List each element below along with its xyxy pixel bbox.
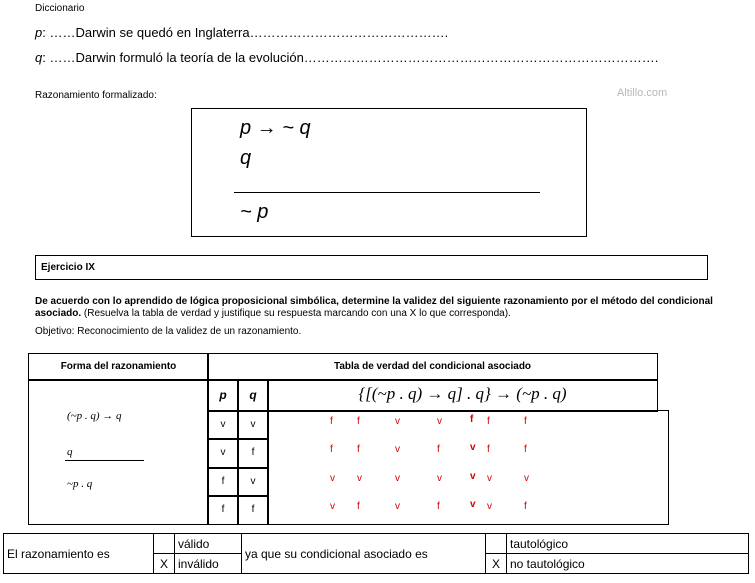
p-text: : ……Darwin se quedó en Inglaterra………………………………………. xyxy=(42,25,449,40)
truth-value-r1-c7: f xyxy=(524,416,527,427)
var-q-header: q xyxy=(237,379,269,412)
col-form-header: Forma del razonamiento xyxy=(28,353,209,381)
conclusion-table xyxy=(3,533,749,574)
option-invalid: inválido xyxy=(175,554,242,574)
instructions xyxy=(35,296,743,320)
inference-line xyxy=(234,192,540,193)
premise-2: q xyxy=(240,147,252,169)
truth-value-r1-c1: f xyxy=(330,416,333,427)
definition-q xyxy=(35,50,658,65)
truth-value-r1-c6: f xyxy=(487,416,490,427)
form-conclusion: ~p . q xyxy=(67,478,93,490)
truth-value-r2-c7: f xyxy=(524,444,527,456)
cell-q-row-1: v xyxy=(237,410,269,440)
mark-not-taut-checkbox[interactable]: X xyxy=(486,554,507,574)
cell-q-row-2: f xyxy=(237,438,269,468)
lead-text: El razonamiento es xyxy=(4,534,154,574)
form-line xyxy=(65,460,144,461)
cell-p-row-1: v xyxy=(207,410,239,440)
truth-value-r4-c3: v xyxy=(395,500,400,512)
premise-1: p → ~ q xyxy=(240,117,311,139)
form-premise-1: (~p . q) → q xyxy=(67,410,122,422)
truth-value-r4-c6: v xyxy=(487,500,492,512)
mark-valid-checkbox[interactable] xyxy=(154,534,175,554)
truth-value-r4-c4: f xyxy=(437,500,440,512)
var-p-header: p xyxy=(207,379,239,412)
section-title: Diccionario xyxy=(35,3,85,14)
form-premise-2: q xyxy=(67,446,73,458)
truth-value-r2-c2: f xyxy=(357,444,360,456)
truth-value-r3-c4: v xyxy=(437,472,442,484)
truth-value-r1-c4: v xyxy=(437,416,442,427)
mark-invalid-checkbox[interactable]: X xyxy=(154,554,175,574)
mark-taut-checkbox[interactable] xyxy=(486,534,507,554)
truth-value-r4-c7: f xyxy=(524,500,527,512)
truth-value-r3-c3: v xyxy=(395,472,400,484)
cell-q-row-4: f xyxy=(237,495,269,525)
exercise-title: Ejercicio IX xyxy=(41,262,95,273)
truth-value-r1-c3: v xyxy=(395,416,400,427)
formal-title: Razonamiento formalizado: xyxy=(35,90,157,101)
objective: Objetivo: Reconocimiento de la validez de un razonamiento. xyxy=(35,326,302,337)
q-label: q xyxy=(35,50,43,65)
truth-value-r2-c1: f xyxy=(330,444,333,456)
watermark: Altillo.com xyxy=(617,87,668,99)
values-region xyxy=(267,410,669,525)
conclusion: ~ p xyxy=(240,201,269,223)
form-column xyxy=(28,379,209,525)
truth-value-r3-c6: v xyxy=(487,472,492,484)
middle-text: ya que su condicional asociado es xyxy=(242,534,486,574)
col-table-header: Tabla de verdad del condicional asociado xyxy=(207,353,658,381)
cell-q-row-3: v xyxy=(237,467,269,497)
option-valid: válido xyxy=(175,534,242,554)
instruction-bold: De acuerdo con lo aprendido de lógica proposicional simbólica, determine la validez del siguiente razonamiento por el método del condicional asociado. xyxy=(35,296,713,319)
cell-p-row-4: f xyxy=(207,495,239,525)
truth-value-r1-c2: f xyxy=(357,416,360,427)
cell-p-row-2: v xyxy=(207,438,239,468)
p-label: p xyxy=(35,25,43,40)
truth-value-r3-c1: v xyxy=(330,472,335,484)
definition-p xyxy=(35,25,448,40)
truth-value-r4-c1: v xyxy=(330,500,335,512)
instruction-normal: (Resuelva la tabla de verdad y justifique su respuesta marcando con una X lo que corresponda). xyxy=(81,308,511,319)
exercise-title-box xyxy=(35,255,708,280)
q-text: : ……Darwin formuló la teoría de la evolución………………………………………………………………………. xyxy=(42,50,659,65)
truth-value-r2-c4: f xyxy=(437,444,440,456)
truth-value-r1-c5: f xyxy=(470,414,474,425)
option-not-taut: no tautológico xyxy=(507,554,749,574)
formula-header: {[(~p . q) → q] . q} → (~p . q) xyxy=(267,379,658,412)
truth-value-r2-c5: v xyxy=(470,442,476,454)
truth-value-r2-c3: v xyxy=(395,444,400,456)
formal-reasoning-box xyxy=(191,108,587,237)
truth-value-r4-c2: f xyxy=(357,500,360,512)
truth-value-r3-c2: v xyxy=(357,472,362,484)
truth-value-r4-c5: v xyxy=(470,498,476,510)
truth-value-r3-c7: v xyxy=(524,472,529,484)
cell-p-row-3: f xyxy=(207,467,239,497)
option-taut: tautológico xyxy=(507,534,749,554)
truth-value-r2-c6: f xyxy=(487,444,490,456)
truth-value-r3-c5: v xyxy=(470,470,476,482)
